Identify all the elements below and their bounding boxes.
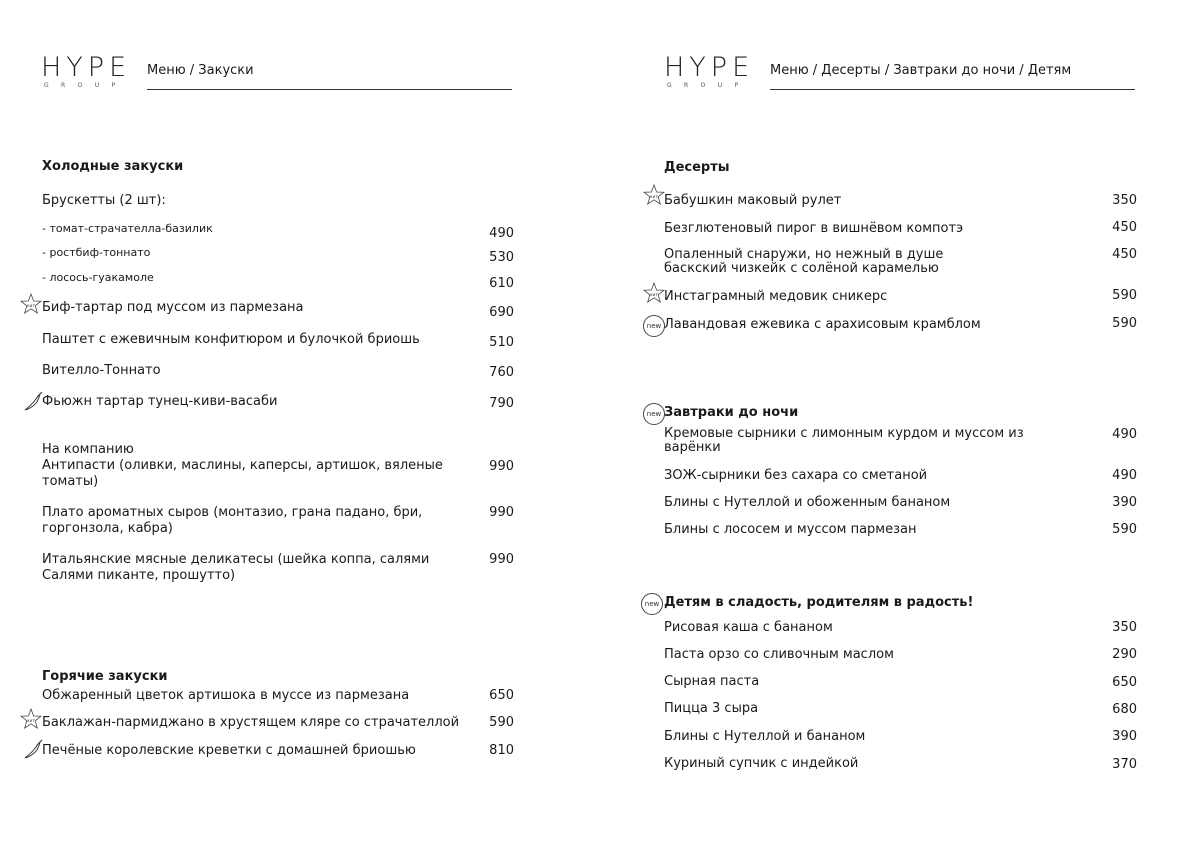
menu-item-price: 490 bbox=[489, 226, 514, 241]
menu-item-name: Итальянские мясные деликатесы (шейка коппа, салями Салями пиканте, прошутто) bbox=[42, 552, 430, 583]
menu-item-price: 370 bbox=[1112, 757, 1137, 772]
menu-item-price: 290 bbox=[1112, 647, 1137, 662]
new-badge: new bbox=[641, 593, 663, 615]
menu-item-name: Печёные королевские креветки с домашней бриошью bbox=[42, 743, 416, 758]
menu-item-name: Фьюжн тартар тунец-киви-васаби bbox=[42, 394, 278, 409]
menu-item-name: Баклажан-пармиджано в хрустящем кляре со страчателлой bbox=[42, 715, 460, 730]
menu-item-name: Блины с Нутеллой и бананом bbox=[664, 729, 866, 744]
brand-logo bbox=[664, 54, 756, 94]
menu-item-price: 590 bbox=[1112, 288, 1137, 303]
section-title-breakfast: Завтраки до ночи bbox=[664, 405, 799, 420]
menu-item-name: Вителло-Тоннато bbox=[42, 363, 161, 378]
menu-item-name: - лосось-гуакамоле bbox=[42, 271, 154, 284]
brand-logo bbox=[41, 54, 133, 94]
menu-item-name: Инстаграмный медовик сникерс bbox=[664, 289, 888, 304]
menu-item-name: Бабушкин маковый рулет bbox=[664, 193, 842, 208]
menu-item-name: Антипасти (оливки, маслины, каперсы, артишок, вяленые томаты) bbox=[42, 458, 443, 489]
menu-item-price: 650 bbox=[489, 688, 514, 703]
section-title-cold: Холодные закуски bbox=[42, 159, 184, 174]
menu-item-price: 590 bbox=[1112, 316, 1137, 331]
brand-sub: GROUP bbox=[44, 82, 128, 89]
menu-item-name: Обжаренный цветок артишока в муссе из пармезана bbox=[42, 688, 410, 703]
star-icon bbox=[643, 282, 665, 304]
section-title-company: На компанию bbox=[42, 442, 134, 457]
new-badge: new bbox=[643, 315, 665, 337]
section-title-kids: Детям в сладость, родителям в радость! bbox=[664, 595, 974, 610]
menu-item-price: 990 bbox=[489, 505, 514, 520]
hit-badge-text: хит bbox=[649, 195, 659, 200]
menu-item-price: 790 bbox=[489, 396, 514, 411]
menu-item-name: Опаленный снаружи, но нежный в душе баскский чизкейк с солёной карамелью bbox=[664, 247, 944, 276]
bruschetta-title: Брускетты (2 шт): bbox=[42, 193, 166, 208]
menu-item-price: 590 bbox=[489, 715, 514, 730]
menu-item-price: 650 bbox=[1112, 675, 1137, 690]
right-menu-page bbox=[623, 0, 1200, 848]
menu-item-name: Пицца 3 сыра bbox=[664, 701, 759, 716]
brand-sub: GROUP bbox=[667, 82, 751, 89]
menu-item-name: Плато ароматных сыров (монтазио, грана падано, бри, горгонзола, кабра) bbox=[42, 505, 423, 536]
hit-badge-text: хит bbox=[649, 293, 659, 298]
new-badge: new bbox=[643, 403, 665, 425]
menu-item-name: Сырная паста bbox=[664, 674, 760, 689]
menu-item-name: Паста орзо со сливочным маслом bbox=[664, 647, 894, 662]
breadcrumb: Меню / Закуски bbox=[147, 62, 512, 90]
menu-item-price: 690 bbox=[489, 305, 514, 320]
menu-item-price: 760 bbox=[489, 365, 514, 380]
menu-item-name: Рисовая каша с бананом bbox=[664, 620, 833, 635]
brand-name: HYPE bbox=[664, 52, 755, 83]
menu-item-price: 350 bbox=[1112, 620, 1137, 635]
menu-item-price: 490 bbox=[1112, 468, 1137, 483]
menu-item-name: Паштет с ежевичным конфитюром и булочкой бриошь bbox=[42, 332, 420, 347]
menu-item-name: Кремовые сырники с лимонным курдом и муссом из варёнки bbox=[664, 426, 1024, 455]
menu-item-name: - ростбиф-тоннато bbox=[42, 246, 151, 259]
menu-item-name: Блины с лососем и муссом пармезан bbox=[664, 522, 917, 537]
menu-item-price: 390 bbox=[1112, 495, 1137, 510]
menu-item-price: 450 bbox=[1112, 220, 1137, 235]
chili-icon bbox=[22, 391, 44, 413]
menu-item-name: Биф-тартар под муссом из пармезана bbox=[42, 300, 304, 315]
section-title-hot: Горячие закуски bbox=[42, 669, 168, 684]
menu-item-name: Куриный супчик с индейкой bbox=[664, 756, 859, 771]
menu-item-price: 990 bbox=[489, 459, 514, 474]
menu-item-price: 610 bbox=[489, 276, 514, 291]
menu-item-price: 490 bbox=[1112, 427, 1137, 442]
star-icon bbox=[643, 184, 665, 206]
breadcrumb: Меню / Десерты / Завтраки до ночи / Детям bbox=[770, 62, 1135, 90]
menu-item-price: 810 bbox=[489, 743, 514, 758]
menu-item-name: ЗОЖ-сырники без сахара со сметаной bbox=[664, 468, 928, 483]
menu-item-price: 450 bbox=[1112, 247, 1137, 262]
menu-item-name: Лавандовая ежевика с арахисовым крамблом bbox=[664, 317, 981, 332]
menu-item-price: 350 bbox=[1112, 193, 1137, 208]
menu-item-price: 510 bbox=[489, 335, 514, 350]
menu-item-name: - томат-страчателла-базилик bbox=[42, 222, 213, 235]
menu-item-price: 990 bbox=[489, 552, 514, 567]
brand-name: HYPE bbox=[41, 52, 132, 83]
hit-badge-text: хит bbox=[26, 304, 36, 309]
hit-badge-text: хит bbox=[26, 719, 36, 724]
star-icon bbox=[20, 293, 42, 315]
menu-item-name: Блины с Нутеллой и обоженным бананом bbox=[664, 495, 951, 510]
star-icon bbox=[20, 708, 42, 730]
chili-icon bbox=[22, 739, 44, 761]
menu-item-price: 680 bbox=[1112, 702, 1137, 717]
menu-item-price: 590 bbox=[1112, 522, 1137, 537]
menu-item-name: Безглютеновый пирог в вишнёвом компотэ bbox=[664, 221, 964, 236]
section-title-desserts: Десерты bbox=[664, 160, 730, 175]
menu-item-price: 530 bbox=[489, 250, 514, 265]
menu-item-price: 390 bbox=[1112, 729, 1137, 744]
